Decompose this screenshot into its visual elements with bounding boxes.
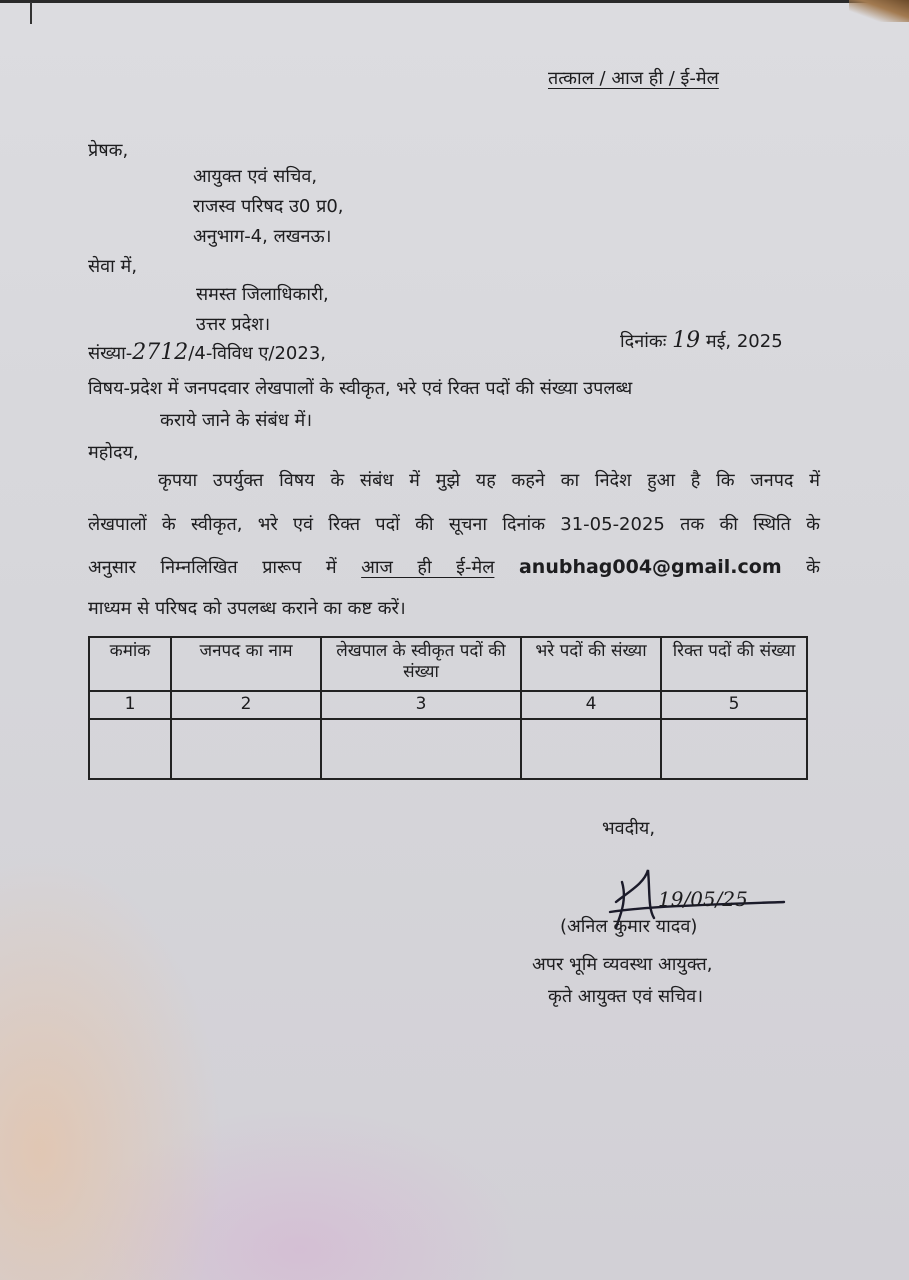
sender-label: प्रेषक, — [88, 140, 129, 161]
signatory-name: (अनिल कुमार यादव) — [560, 916, 698, 937]
table-cell: 1 — [89, 691, 171, 719]
email-address: anubhag004@gmail.com — [518, 556, 782, 578]
table-cell — [89, 719, 171, 779]
reference-handwritten-number: 2712 — [132, 340, 189, 365]
signatory-designation: अपर भूमि व्यवस्था आयुक्त, — [532, 954, 713, 975]
table-header-vacant: रिक्त पदों की संख्या — [661, 637, 807, 691]
punch-mark — [30, 2, 32, 24]
regards: भवदीय, — [602, 818, 656, 839]
sender-line-1: आयुक्त एवं सचिव, — [193, 166, 318, 187]
table-cell — [521, 719, 661, 779]
reference-number — [88, 342, 326, 365]
table-cell: 4 — [521, 691, 661, 719]
letter-date — [620, 330, 783, 353]
table-header-sanctioned: लेखपाल के स्वीकृत पदों की संख्या — [321, 637, 521, 691]
table-cell — [321, 719, 521, 779]
table-cell: 3 — [321, 691, 521, 719]
reference-suffix: /4-विविध ए/2023, — [188, 343, 326, 364]
table-cell — [171, 719, 321, 779]
table-header-row — [89, 637, 807, 691]
sender-line-2: राजस्व परिषद उ0 प्र0, — [193, 196, 344, 217]
body-line-3-end: के — [806, 557, 820, 578]
table-cell: 5 — [661, 691, 807, 719]
body-line-3 — [88, 556, 820, 579]
body-line-4: माध्यम से परिषद को उपलब्ध कराने का कष्ट करें। — [88, 598, 406, 619]
date-prefix: दिनांकः — [620, 331, 667, 352]
date-suffix: मई, 2025 — [705, 331, 783, 352]
table-blank-row — [89, 719, 807, 779]
top-edge-line — [0, 0, 909, 3]
subject-line-1: विषय-प्रदेश में जनपदवार लेखपालों के स्वीकृत, भरे एवं रिक्त पदों की संख्या उपलब्ध — [88, 378, 633, 399]
salutation: महोदय, — [88, 442, 139, 463]
signatory-on-behalf: कृते आयुक्त एवं सचिव। — [548, 986, 704, 1007]
subject-line-2: कराये जाने के संबंध में। — [160, 410, 313, 431]
date-handwritten-day: 19 — [672, 328, 701, 353]
paper-corner-shadow — [849, 0, 909, 22]
body-line-3-start: अनुसार निम्नलिखित प्रारूप में — [88, 557, 337, 578]
recipient-line-2: उत्तर प्रदेश। — [196, 314, 271, 335]
recipient-line-1: समस्त जिलाधिकारी, — [196, 284, 329, 305]
signature-date: 19/05/25 — [658, 887, 748, 911]
table-header-district: जनपद का नाम — [171, 637, 321, 691]
urgent-label: तत्काल / आज ही / ई-मेल — [548, 68, 719, 89]
table-number-row — [89, 691, 807, 719]
format-table — [88, 636, 808, 780]
sender-line-3: अनुभाग-4, लखनऊ। — [193, 226, 332, 247]
body-line-1: कृपया उपर्युक्त विषय के संबंध में मुझे यह कहने का निदेश हुआ है कि जनपद में — [158, 470, 820, 491]
table-cell — [661, 719, 807, 779]
reference-prefix: संख्या- — [88, 343, 133, 364]
table-header-filled: भरे पदों की संख्या — [521, 637, 661, 691]
table-cell: 2 — [171, 691, 321, 719]
body-line-2: लेखपालों के स्वीकृत, भरे एवं रिक्त पदों की सूचना दिनांक 31-05-2025 तक की स्थिति के — [88, 514, 820, 535]
body-line-3-urgent: आज ही ई-मेल — [361, 557, 495, 578]
table-header-serial: कमांक — [89, 637, 171, 691]
recipient-label: सेवा में, — [88, 256, 138, 277]
